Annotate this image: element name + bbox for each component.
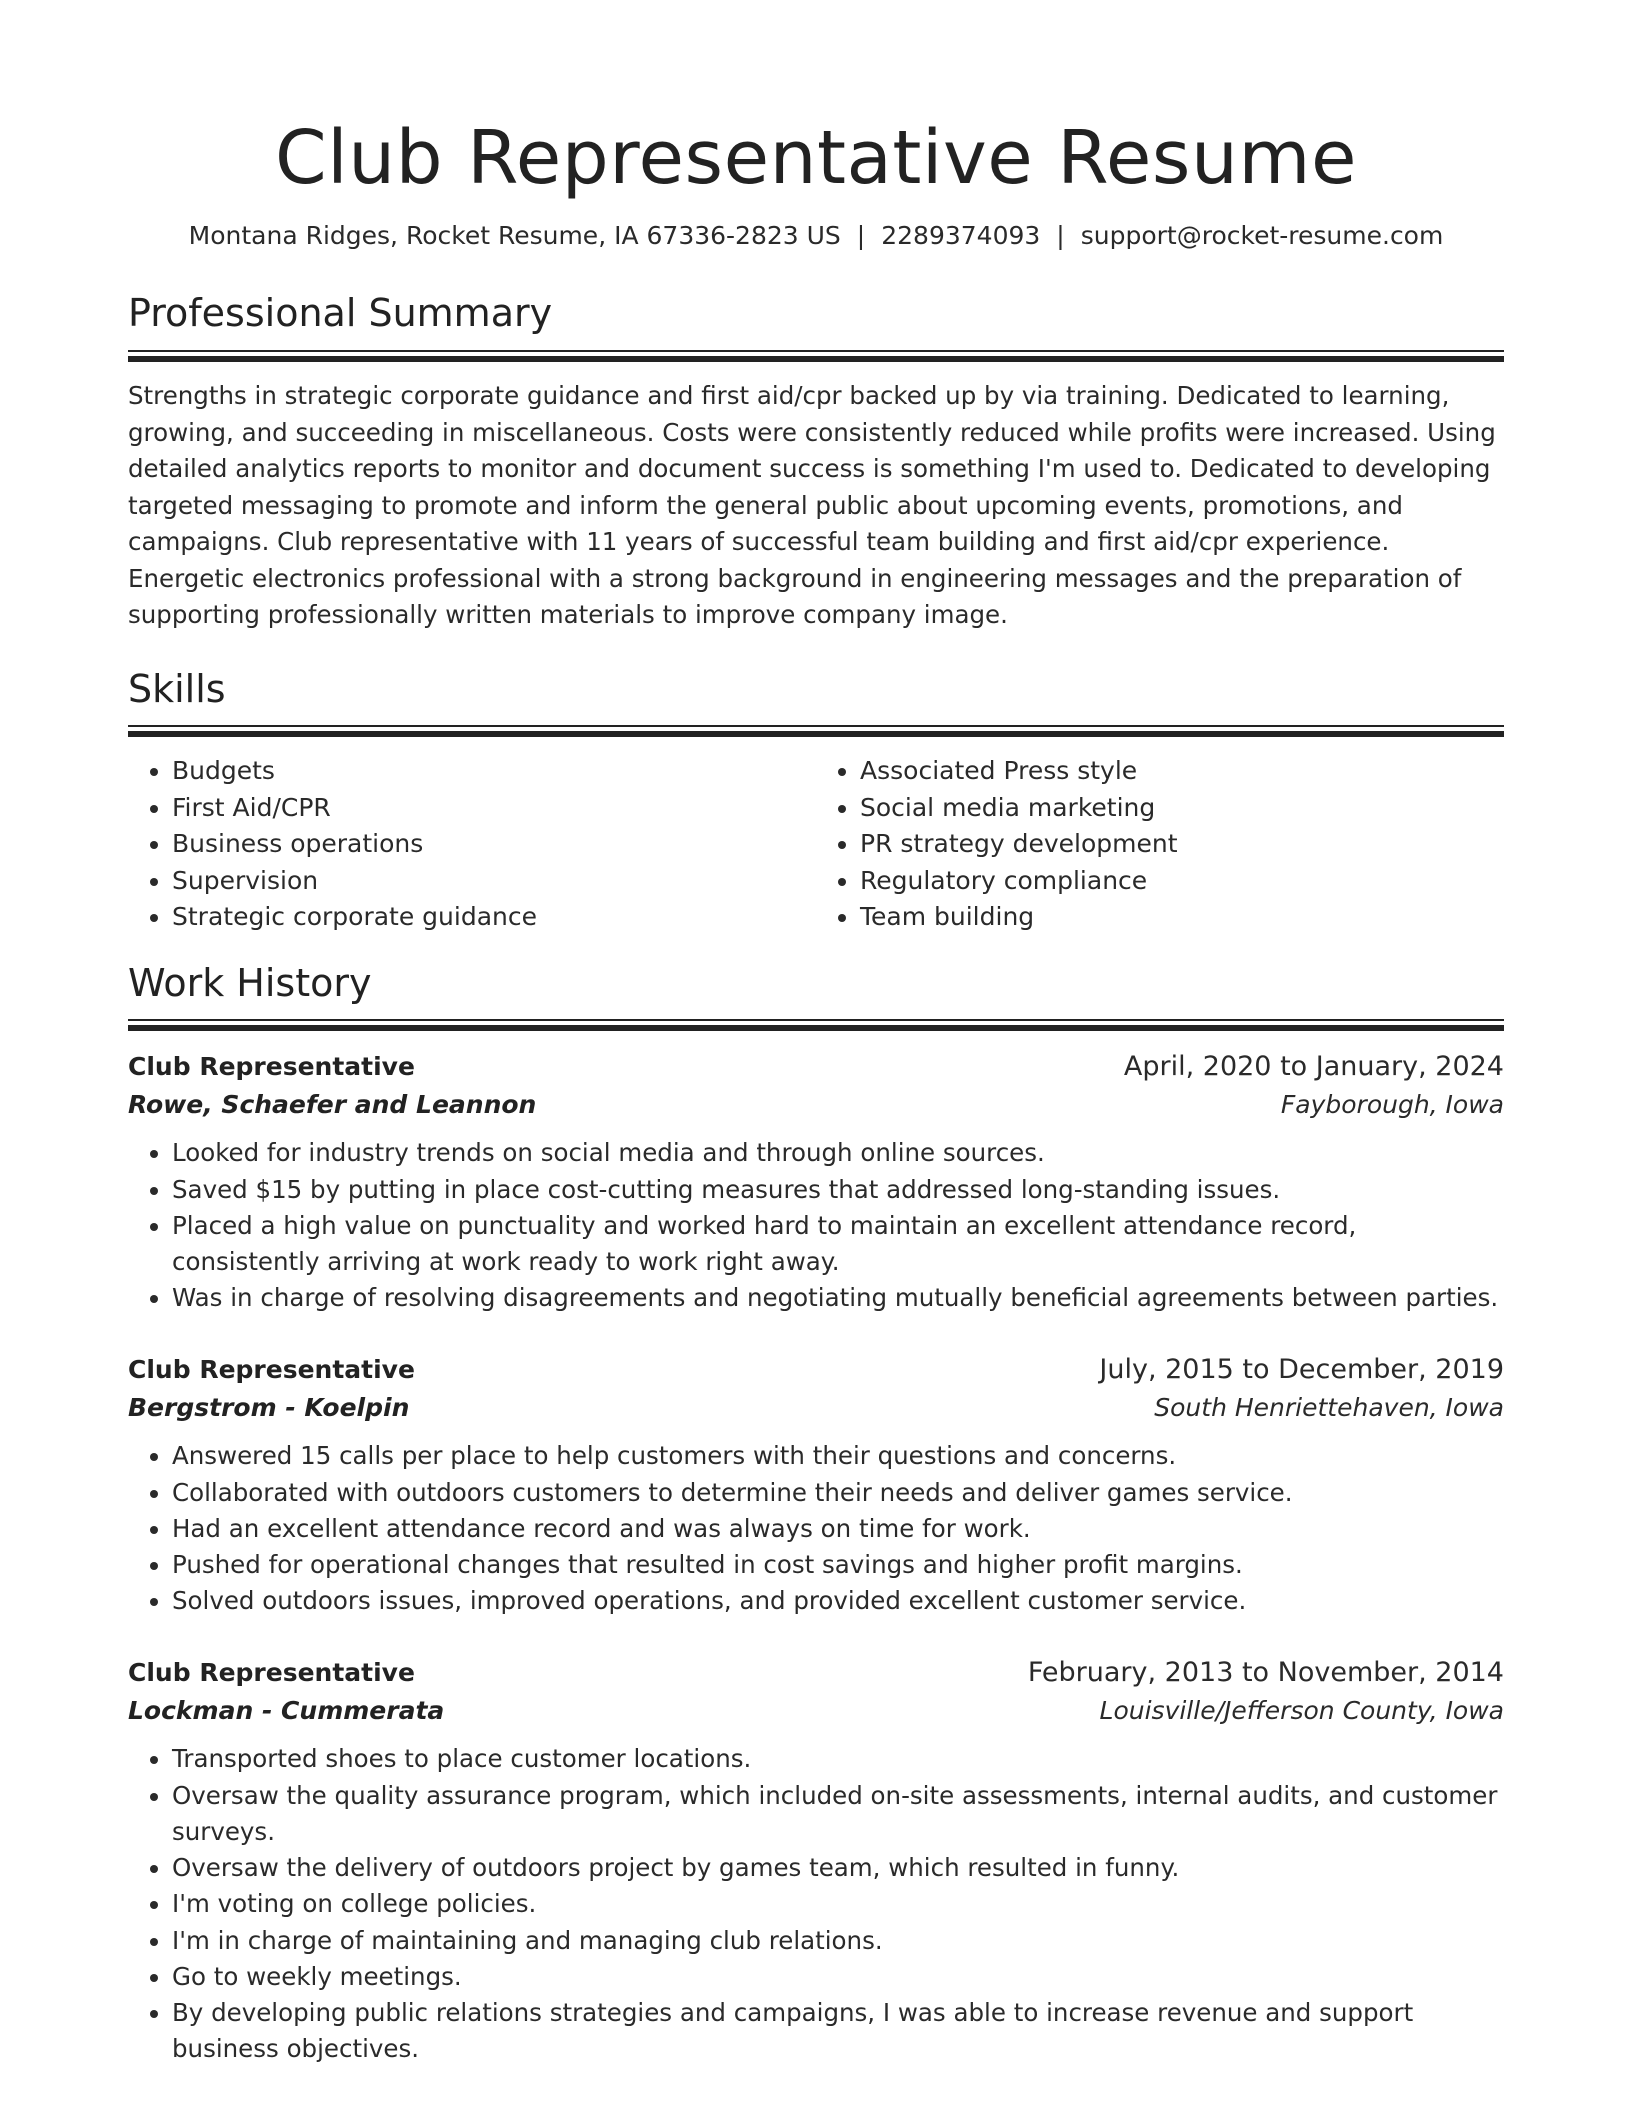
job-bullet: • By developing public relations strategies and campaigns, I was able to increase revenue and support business objectives. [172, 1995, 1504, 2067]
contact-separator: | [1056, 221, 1065, 251]
job-bullet: • Was in charge of resolving disagreements and negotiating mutually beneficial agreements between parties. [172, 1280, 1504, 1316]
job-bullet: • Transported shoes to place customer locations. [172, 1741, 1504, 1777]
job-subheader [128, 1696, 1504, 1725]
job-bullet: • Placed a high value on punctuality and worked hard to maintain an excellent attendance record, consistently arriving at work ready to work right away. [172, 1208, 1504, 1280]
job-bullet: • Answered 15 calls per place to help customers with their questions and concerns. [172, 1438, 1504, 1474]
job-title: Club Representative [128, 1052, 415, 1082]
job-bullet: • Oversaw the quality assurance program, which included on-site assessments, internal audits, and customer surveys. [172, 1778, 1504, 1850]
contact-line [128, 221, 1504, 250]
skill-item: • Budgets [172, 753, 816, 790]
contact-separator: | [856, 221, 866, 251]
job-dates: April, 2020 to January, 2024 [1123, 1051, 1504, 1083]
job-bullet: • Collaborated with outdoors customers to determine their needs and deliver games service. [172, 1475, 1504, 1511]
skill-item: • Team building [860, 899, 1504, 936]
skills-heading: Skills [128, 666, 226, 711]
job-bullets [128, 1741, 1504, 2067]
job-title: Club Representative [128, 1658, 415, 1688]
skill-item: • Strategic corporate guidance [172, 899, 816, 936]
skill-item: • Business operations [172, 826, 816, 863]
job-bullet: • Had an excellent attendance record and was always on time for work. [172, 1511, 1504, 1547]
job-header [128, 1354, 1504, 1385]
job-header [128, 1657, 1504, 1688]
job-entry [128, 1051, 1504, 1316]
job-company: Bergstrom - Koelpin [128, 1393, 410, 1423]
job-bullet: • Oversaw the delivery of outdoors project by games team, which resulted in funny. [172, 1850, 1504, 1886]
skill-item: • Regulatory compliance [860, 863, 1504, 900]
job-company: Lockman - Cummerata [128, 1696, 445, 1726]
job-title: Club Representative [128, 1355, 415, 1385]
job-bullet: • Go to weekly meetings. [172, 1959, 1504, 1995]
contact-phone: 2289374093 [881, 221, 1041, 251]
job-location: Fayborough, Iowa [1280, 1090, 1504, 1120]
job-location: South Henriettehaven, Iowa [1154, 1393, 1504, 1423]
summary-text: Strengths in strategic corporate guidance and first aid/cpr backed up by via training. Dedicated to learning, growing, and succeeding in miscellaneous. Costs were consistently reduced while profits were increased. Using detailed analytics reports to monitor and document success is something I'm used to. Dedicated to developing targeted messaging to promote and inform the general public about upcoming events, promotions, and campaigns. Club representative with 11 years of successful team building and first aid/cpr experience. Energetic electronics professional with a strong background in engineering messages and the preparation of supporting professionally written materials to improve company image. [128, 381, 1496, 630]
job-subheader [128, 1090, 1504, 1119]
job-bullets [128, 1438, 1504, 1619]
work-history-section [128, 962, 1504, 2068]
job-bullet: • Pushed for operational changes that resulted in cost savings and higher profit margins. [172, 1547, 1504, 1583]
job-bullets [128, 1135, 1504, 1316]
skill-item: • PR strategy development [860, 826, 1504, 863]
job-bullet: • Looked for industry trends on social media and through online sources. [172, 1135, 1504, 1171]
job-bullet: • Solved outdoors issues, improved operations, and provided excellent customer service. [172, 1583, 1504, 1619]
section-divider [128, 1019, 1504, 1031]
section-divider [128, 725, 1504, 737]
contact-email: support@rocket-resume.com [1080, 221, 1444, 251]
job-location: Louisville/Jefferson County, Iowa [1099, 1696, 1504, 1726]
job-entry [128, 1354, 1504, 1619]
skill-item: • First Aid/CPR [172, 790, 816, 827]
job-subheader [128, 1393, 1504, 1422]
skill-item: • Supervision [172, 863, 816, 900]
skills-list-left [128, 753, 816, 936]
section-divider [128, 350, 1504, 362]
job-company: Rowe, Schaefer and Leannon [128, 1090, 537, 1120]
skill-item: • Associated Press style [860, 753, 1504, 790]
summary-heading: Professional Summary [128, 291, 553, 336]
job-bullet: • I'm voting on college policies. [172, 1886, 1504, 1922]
job-dates: February, 2013 to November, 2014 [1027, 1657, 1504, 1689]
job-header [128, 1051, 1504, 1082]
resume-title: Club Representative Resume [275, 115, 1357, 201]
job-dates: July, 2015 to December, 2019 [1099, 1354, 1504, 1386]
job-bullet: • Saved $15 by putting in place cost-cutting measures that addressed long-standing issues. [172, 1172, 1504, 1208]
skills-section [128, 668, 1504, 936]
summary-section [128, 292, 1504, 633]
work-history-heading: Work History [128, 960, 372, 1005]
job-entry [128, 1657, 1504, 2067]
job-bullet: • I'm in charge of maintaining and managing club relations. [172, 1923, 1504, 1959]
skill-item: • Social media marketing [860, 790, 1504, 827]
skills-list-right [816, 753, 1504, 936]
contact-address: Montana Ridges, Rocket Resume, IA 67336-2823 US [188, 221, 841, 251]
skills-columns [128, 753, 1504, 936]
